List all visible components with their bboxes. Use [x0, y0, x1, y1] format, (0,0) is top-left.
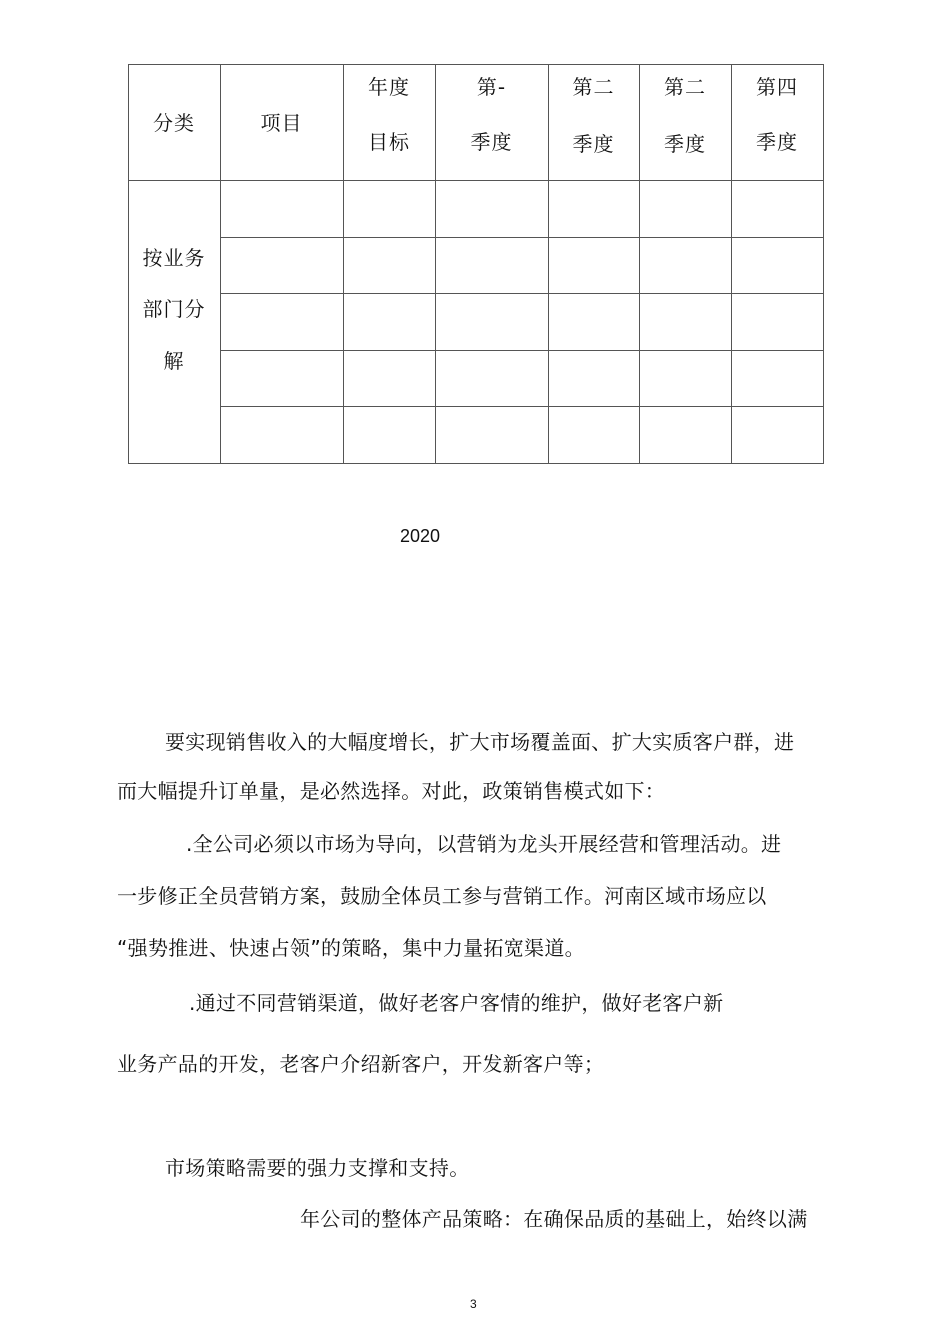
paragraph-3-line-1: .通过不同营销渠道，做好老客户客情的维护，做好老客户新: [189, 991, 724, 1015]
table-col-divider: [731, 64, 732, 464]
table-border-right: [823, 64, 824, 464]
row-group-label-line3: 解: [163, 349, 185, 373]
table-col-divider: [639, 64, 640, 464]
paragraph-2-line-2: 一步修正全员营销方案，鼓励全体员工参与营销工作。河南区域市场应以: [117, 884, 767, 908]
paragraph-4-line-1: 市场策略需要的强力支撑和支持。: [165, 1156, 470, 1180]
header-q4-line2: 季度: [756, 130, 798, 154]
header-q2-line2: 季度: [572, 132, 615, 156]
header-q1-line2: 季度: [470, 130, 513, 154]
row-group-label-line1: 按业务: [142, 246, 206, 270]
year-heading: 2020: [400, 526, 441, 546]
sales-target-table: [128, 64, 824, 464]
page-number: 3: [470, 1297, 477, 1311]
paragraph-3-line-2: 业务产品的开发，老客户介绍新客户，开发新客户等；: [117, 1052, 605, 1076]
table-row-divider: [220, 237, 824, 238]
paragraph-5-line-1: 年公司的整体产品策略：在确保品质的基础上，始终以满: [300, 1207, 808, 1231]
header-q3-line1: 第二: [664, 75, 706, 99]
paragraph-2-line-1: .全公司必须以市场为导向，以营销为龙头开展经营和管理活动。进: [186, 832, 782, 856]
paragraph-1-line-1: 要实现销售收入的大幅度增长，扩大市场覆盖面、扩大实质客户群，进: [165, 730, 795, 754]
header-annual-line2: 目标: [368, 130, 410, 154]
header-q2-line1: 第二: [572, 75, 615, 99]
table-row-divider: [220, 293, 824, 294]
table-border-bottom: [128, 463, 824, 464]
header-item: 项目: [260, 111, 303, 135]
table-col-divider: [548, 64, 549, 464]
table-row-divider: [220, 406, 824, 407]
header-q4-line1: 第四: [756, 75, 798, 99]
header-q3-line2: 季度: [664, 132, 706, 156]
table-col-divider: [343, 64, 344, 464]
row-group-label-line2: 部门分: [142, 297, 206, 321]
header-category: 分类: [153, 111, 195, 135]
paragraph-1-line-2: 而大幅提升订单量，是必然选择。对此，政策销售模式如下：: [117, 779, 666, 803]
table-row-divider: [220, 350, 824, 351]
table-header-divider: [128, 180, 824, 181]
table-border-top: [128, 64, 824, 65]
paragraph-2-line-3: “强势推进、快速占领”的策略，集中力量拓宽渠道。: [117, 936, 585, 960]
header-annual-line1: 年度: [368, 75, 410, 99]
header-q1-line1: 第-: [476, 75, 507, 99]
table-col-divider: [435, 64, 436, 464]
